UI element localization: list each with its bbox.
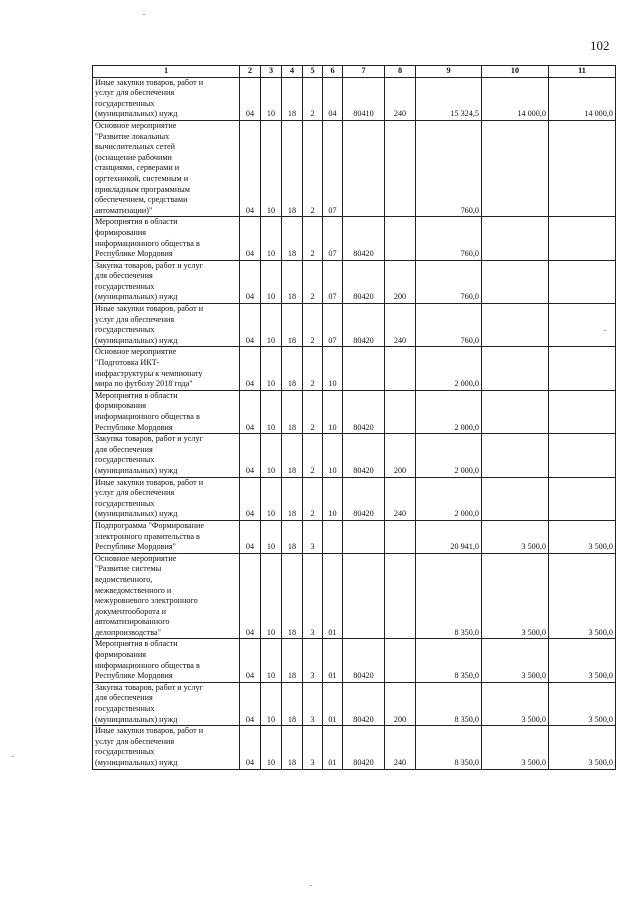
cell-col-2: 04 <box>240 639 261 682</box>
cell-col-10 <box>482 477 549 520</box>
cell-col-3: 10 <box>261 639 282 682</box>
cell-col-11: 14 000,0 <box>549 77 616 120</box>
cell-col-5: 2 <box>303 260 323 303</box>
cell-col-11 <box>549 347 616 390</box>
cell-col-9: 2 000,0 <box>416 390 482 433</box>
cell-col-11: 3 500,0 <box>549 639 616 682</box>
header-row <box>93 66 616 78</box>
row-name: Иные закупки товаров, работ и услуг для обеспечения государственных (муниципальных) нужд <box>93 304 240 347</box>
row-name: Мероприятия в области формирования информационного общества в Республике Мордовия <box>93 390 240 433</box>
cell-col-6: 07 <box>323 217 343 260</box>
cell-col-6: 01 <box>323 639 343 682</box>
scan-speck <box>143 14 145 15</box>
cell-col-6: 01 <box>323 682 343 725</box>
cell-col-6: 07 <box>323 260 343 303</box>
cell-col-7: 80420 <box>343 726 385 769</box>
cell-col-4: 18 <box>282 217 303 260</box>
cell-col-3: 10 <box>261 217 282 260</box>
cell-col-2: 04 <box>240 347 261 390</box>
cell-col-5: 2 <box>303 120 323 216</box>
cell-col-9: 760,0 <box>416 260 482 303</box>
cell-col-4: 18 <box>282 520 303 553</box>
cell-col-5: 2 <box>303 217 323 260</box>
cell-col-5: 3 <box>303 639 323 682</box>
cell-col-9: 760,0 <box>416 304 482 347</box>
cell-col-9: 760,0 <box>416 217 482 260</box>
cell-col-4: 18 <box>282 434 303 477</box>
cell-col-10 <box>482 120 549 216</box>
cell-col-6: 01 <box>323 726 343 769</box>
cell-col-4: 18 <box>282 347 303 390</box>
column-header: 11 <box>549 66 616 78</box>
cell-col-4: 18 <box>282 477 303 520</box>
cell-col-5: 3 <box>303 682 323 725</box>
table-row <box>93 217 616 260</box>
cell-col-3: 10 <box>261 520 282 553</box>
row-name: Мероприятия в области формирования информационного общества в Республике Мордовия <box>93 639 240 682</box>
cell-col-6: 10 <box>323 477 343 520</box>
table-row <box>93 120 616 216</box>
cell-col-7 <box>343 553 385 639</box>
cell-col-5: 3 <box>303 553 323 639</box>
scan-speck <box>604 330 606 331</box>
row-name: Закупка товаров, работ и услуг для обеспечения государственных (муниципальных) нужд <box>93 682 240 725</box>
cell-col-2: 04 <box>240 390 261 433</box>
cell-col-3: 10 <box>261 77 282 120</box>
cell-col-4: 18 <box>282 682 303 725</box>
cell-col-4: 18 <box>282 390 303 433</box>
cell-col-3: 10 <box>261 304 282 347</box>
cell-col-4: 18 <box>282 726 303 769</box>
cell-col-8: 240 <box>385 77 416 120</box>
column-header: 2 <box>240 66 261 78</box>
cell-col-2: 04 <box>240 434 261 477</box>
cell-col-9: 2 000,0 <box>416 477 482 520</box>
cell-col-9: 20 941,0 <box>416 520 482 553</box>
row-name: Основное мероприятие "Развитие локальных вычислительных сетей (оснащение рабочими станциями, серверами и оргтехникой, системным и прикладным программным обеспечением, средствами автоматизации)" <box>93 120 240 216</box>
table-row <box>93 77 616 120</box>
cell-col-10 <box>482 434 549 477</box>
cell-col-4: 18 <box>282 77 303 120</box>
column-header: 3 <box>261 66 282 78</box>
cell-col-8 <box>385 347 416 390</box>
cell-col-8: 240 <box>385 304 416 347</box>
cell-col-7: 80410 <box>343 77 385 120</box>
row-name: Закупка товаров, работ и услуг для обеспечения государственных (муниципальных) нужд <box>93 434 240 477</box>
cell-col-10: 3 500,0 <box>482 726 549 769</box>
cell-col-7 <box>343 347 385 390</box>
column-header: 10 <box>482 66 549 78</box>
cell-col-6 <box>323 520 343 553</box>
page-number: 102 <box>590 38 610 53</box>
cell-col-7: 80420 <box>343 682 385 725</box>
cell-col-3: 10 <box>261 390 282 433</box>
cell-col-7: 80420 <box>343 390 385 433</box>
table-body <box>93 77 616 769</box>
scan-speck <box>12 756 14 757</box>
cell-col-9: 760,0 <box>416 120 482 216</box>
table-row <box>93 390 616 433</box>
scan-speck <box>310 885 312 886</box>
cell-col-6: 04 <box>323 77 343 120</box>
column-header: 6 <box>323 66 343 78</box>
cell-col-10: 3 500,0 <box>482 520 549 553</box>
table-row <box>93 682 616 725</box>
cell-col-5: 2 <box>303 347 323 390</box>
row-name: Закупка товаров, работ и услуг для обеспечения государственных (муниципальных) нужд <box>93 260 240 303</box>
cell-col-11: 3 500,0 <box>549 520 616 553</box>
table-row <box>93 434 616 477</box>
cell-col-6: 07 <box>323 304 343 347</box>
cell-col-11: 3 500,0 <box>549 726 616 769</box>
cell-col-11 <box>549 434 616 477</box>
cell-col-9: 2 000,0 <box>416 434 482 477</box>
cell-col-2: 04 <box>240 682 261 725</box>
cell-col-7: 80420 <box>343 477 385 520</box>
cell-col-6: 10 <box>323 347 343 390</box>
row-name: Основное мероприятие "Подготовка ИКТ- инфраструктуры к чемпионату мира по футболу 2018 года" <box>93 347 240 390</box>
column-header: 4 <box>282 66 303 78</box>
cell-col-3: 10 <box>261 726 282 769</box>
table-row <box>93 304 616 347</box>
cell-col-7: 80420 <box>343 434 385 477</box>
cell-col-2: 04 <box>240 260 261 303</box>
cell-col-6: 07 <box>323 120 343 216</box>
cell-col-11: 3 500,0 <box>549 682 616 725</box>
cell-col-3: 10 <box>261 260 282 303</box>
cell-col-10: 3 500,0 <box>482 553 549 639</box>
column-header: 9 <box>416 66 482 78</box>
cell-col-2: 04 <box>240 304 261 347</box>
cell-col-7 <box>343 120 385 216</box>
cell-col-8 <box>385 217 416 260</box>
cell-col-10 <box>482 390 549 433</box>
row-name: Основное мероприятие "Развитие системы ведомственного, межведомственного и межуровневого электронного документооборота и автоматизированного делопроизводства" <box>93 553 240 639</box>
cell-col-3: 10 <box>261 553 282 639</box>
cell-col-7: 80420 <box>343 217 385 260</box>
cell-col-6: 10 <box>323 434 343 477</box>
column-header: 1 <box>93 66 240 78</box>
cell-col-8 <box>385 553 416 639</box>
table-row <box>93 726 616 769</box>
cell-col-10: 14 000,0 <box>482 77 549 120</box>
table-row <box>93 260 616 303</box>
cell-col-11 <box>549 477 616 520</box>
cell-col-8 <box>385 520 416 553</box>
row-name: Мероприятия в области формирования информационного общества в Республике Мордовия <box>93 217 240 260</box>
cell-col-4: 18 <box>282 639 303 682</box>
cell-col-2: 04 <box>240 520 261 553</box>
cell-col-10 <box>482 347 549 390</box>
cell-col-9: 15 324,5 <box>416 77 482 120</box>
column-header: 8 <box>385 66 416 78</box>
cell-col-2: 04 <box>240 477 261 520</box>
table-row <box>93 639 616 682</box>
cell-col-6: 10 <box>323 390 343 433</box>
cell-col-11 <box>549 260 616 303</box>
cell-col-4: 18 <box>282 260 303 303</box>
cell-col-2: 04 <box>240 77 261 120</box>
cell-col-6: 01 <box>323 553 343 639</box>
cell-col-11 <box>549 304 616 347</box>
cell-col-5: 2 <box>303 477 323 520</box>
cell-col-2: 04 <box>240 726 261 769</box>
cell-col-4: 18 <box>282 553 303 639</box>
cell-col-10 <box>482 217 549 260</box>
cell-col-4: 18 <box>282 304 303 347</box>
cell-col-7 <box>343 520 385 553</box>
row-name: Иные закупки товаров, работ и услуг для обеспечения государственных (муниципальных) нужд <box>93 726 240 769</box>
table-row <box>93 347 616 390</box>
cell-col-8: 240 <box>385 477 416 520</box>
cell-col-5: 3 <box>303 726 323 769</box>
row-name: Подпрограмма "Формирование электронного правительства в Республике Мордовия" <box>93 520 240 553</box>
cell-col-3: 10 <box>261 477 282 520</box>
cell-col-8 <box>385 639 416 682</box>
cell-col-9: 8 350,0 <box>416 726 482 769</box>
cell-col-11 <box>549 120 616 216</box>
cell-col-8: 200 <box>385 682 416 725</box>
column-header: 5 <box>303 66 323 78</box>
table-row <box>93 477 616 520</box>
budget-table <box>92 65 616 770</box>
cell-col-10 <box>482 260 549 303</box>
cell-col-5: 3 <box>303 520 323 553</box>
row-name: Иные закупки товаров, работ и услуг для обеспечения государственных (муниципальных) нужд <box>93 477 240 520</box>
cell-col-2: 04 <box>240 217 261 260</box>
cell-col-7: 80420 <box>343 304 385 347</box>
row-name: Иные закупки товаров, работ и услуг для обеспечения государственных (муниципальных) нужд <box>93 77 240 120</box>
cell-col-9: 8 350,0 <box>416 553 482 639</box>
cell-col-11 <box>549 217 616 260</box>
cell-col-3: 10 <box>261 682 282 725</box>
cell-col-5: 2 <box>303 77 323 120</box>
column-header: 7 <box>343 66 385 78</box>
cell-col-2: 04 <box>240 553 261 639</box>
cell-col-8 <box>385 120 416 216</box>
cell-col-10: 3 500,0 <box>482 682 549 725</box>
cell-col-2: 04 <box>240 120 261 216</box>
table-row <box>93 553 616 639</box>
cell-col-8 <box>385 390 416 433</box>
cell-col-8: 200 <box>385 434 416 477</box>
cell-col-10 <box>482 304 549 347</box>
cell-col-3: 10 <box>261 347 282 390</box>
cell-col-4: 18 <box>282 120 303 216</box>
cell-col-11 <box>549 390 616 433</box>
cell-col-3: 10 <box>261 434 282 477</box>
table-row <box>93 520 616 553</box>
cell-col-5: 2 <box>303 390 323 433</box>
cell-col-11: 3 500,0 <box>549 553 616 639</box>
cell-col-8: 240 <box>385 726 416 769</box>
cell-col-9: 8 350,0 <box>416 639 482 682</box>
cell-col-10: 3 500,0 <box>482 639 549 682</box>
cell-col-9: 2 000,0 <box>416 347 482 390</box>
cell-col-9: 8 350,0 <box>416 682 482 725</box>
cell-col-7: 80420 <box>343 639 385 682</box>
cell-col-5: 2 <box>303 434 323 477</box>
cell-col-5: 2 <box>303 304 323 347</box>
cell-col-7: 80420 <box>343 260 385 303</box>
cell-col-8: 200 <box>385 260 416 303</box>
cell-col-3: 10 <box>261 120 282 216</box>
